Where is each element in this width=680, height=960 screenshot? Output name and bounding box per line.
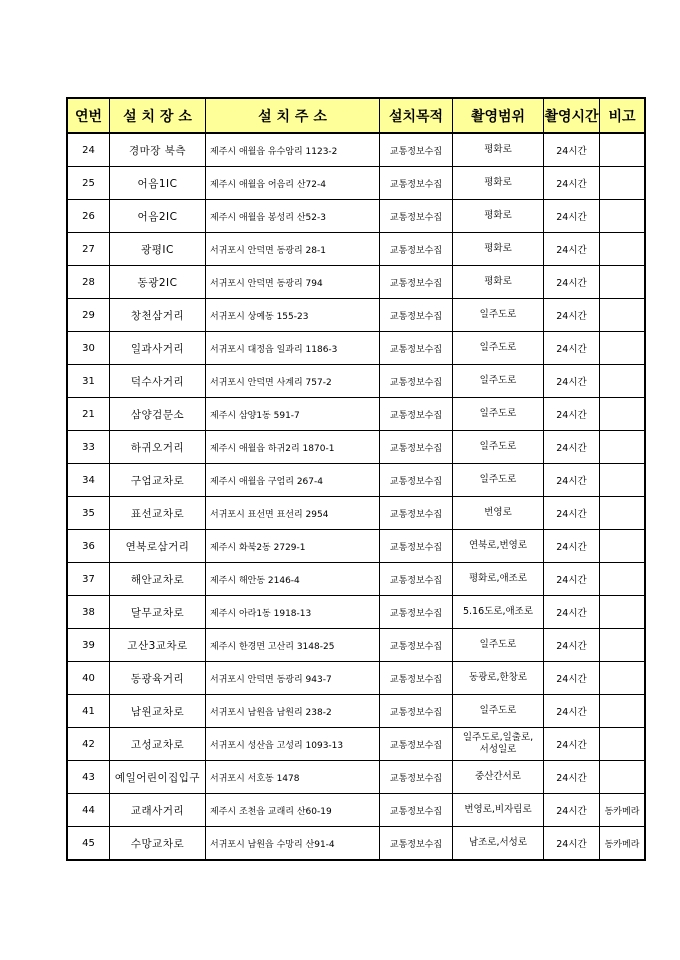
- cell-install-address: 제주시 화북2동 2729-1: [206, 530, 380, 563]
- cell-install-place: 하귀오거리: [110, 431, 206, 464]
- cell-install-place: 구엄교차로: [110, 464, 206, 497]
- cell-note: [600, 299, 645, 332]
- cell-shooting-range: 일주도로: [453, 365, 544, 398]
- cell-install-purpose: 교통정보수집: [380, 133, 453, 167]
- cell-shooting-time: 24시간: [544, 530, 600, 563]
- cell-shooting-time: 24시간: [544, 695, 600, 728]
- cell-install-address: 제주시 애월읍 봉성리 산52-3: [206, 200, 380, 233]
- cell-install-place: 교래사거리: [110, 794, 206, 827]
- cell-shooting-range: 동광로,한창로: [453, 662, 544, 695]
- cell-install-place: 창천삼거리: [110, 299, 206, 332]
- cell-shooting-time: 24시간: [544, 332, 600, 365]
- cell-number: 25: [68, 167, 110, 200]
- cell-install-address: 서귀포시 안덕면 동광리 943-7: [206, 662, 380, 695]
- cell-install-purpose: 교통정보수집: [380, 530, 453, 563]
- cell-note: [600, 530, 645, 563]
- cell-note: [600, 266, 645, 299]
- cell-install-purpose: 교통정보수집: [380, 266, 453, 299]
- cell-shooting-time: 24시간: [544, 563, 600, 596]
- cell-shooting-time: 24시간: [544, 233, 600, 266]
- cell-install-place: 덕수사거리: [110, 365, 206, 398]
- cell-shooting-range: 평화로: [453, 233, 544, 266]
- cell-note: [600, 761, 645, 794]
- cell-shooting-range: 연북로,번영로: [453, 530, 544, 563]
- cell-install-address: 제주시 애월읍 유수암리 1123-2: [206, 133, 380, 167]
- cell-number: 35: [68, 497, 110, 530]
- table-row: [68, 464, 645, 497]
- cell-number: 42: [68, 728, 110, 761]
- cell-number: 43: [68, 761, 110, 794]
- cell-install-purpose: 교통정보수집: [380, 728, 453, 761]
- table-row: [68, 530, 645, 563]
- cell-note: [600, 167, 645, 200]
- cell-install-purpose: 교통정보수집: [380, 596, 453, 629]
- cell-shooting-time: 24시간: [544, 596, 600, 629]
- table-row: [68, 695, 645, 728]
- cell-note: [600, 662, 645, 695]
- cell-install-place: 달무교차로: [110, 596, 206, 629]
- cell-install-purpose: 교통정보수집: [380, 761, 453, 794]
- cell-install-place: 연북로삼거리: [110, 530, 206, 563]
- cell-number: 34: [68, 464, 110, 497]
- cell-install-purpose: 교통정보수집: [380, 398, 453, 431]
- cell-install-address: 서귀포시 남원읍 수망리 산91-4: [206, 827, 380, 860]
- cell-note: [600, 563, 645, 596]
- cell-note: [600, 431, 645, 464]
- table-row: [68, 761, 645, 794]
- cell-number: 45: [68, 827, 110, 860]
- cell-install-place: 동광2IC: [110, 266, 206, 299]
- cell-install-address: 서귀포시 성산읍 고성리 1093-13: [206, 728, 380, 761]
- cell-number: 37: [68, 563, 110, 596]
- table-header-row: [68, 99, 645, 134]
- cell-install-address: 제주시 애월읍 하귀2리 1870-1: [206, 431, 380, 464]
- cell-shooting-time: 24시간: [544, 497, 600, 530]
- cell-note: [600, 596, 645, 629]
- cell-shooting-range: 평화로: [453, 200, 544, 233]
- cell-install-place: 일과사거리: [110, 332, 206, 365]
- cell-number: 30: [68, 332, 110, 365]
- cell-number: 38: [68, 596, 110, 629]
- cell-install-purpose: 교통정보수집: [380, 695, 453, 728]
- cell-shooting-range: 평화로: [453, 133, 544, 167]
- cell-install-purpose: 교통정보수집: [380, 200, 453, 233]
- cell-install-address: 제주시 애월읍 어음리 산72-4: [206, 167, 380, 200]
- cell-shooting-range: 일주도로: [453, 332, 544, 365]
- cell-note: 동카메라: [600, 794, 645, 827]
- cell-install-address: 서귀포시 상예동 155-23: [206, 299, 380, 332]
- cell-install-purpose: 교통정보수집: [380, 497, 453, 530]
- cell-shooting-range: 중산간서로: [453, 761, 544, 794]
- cell-install-purpose: 교통정보수집: [380, 431, 453, 464]
- cell-install-purpose: 교통정보수집: [380, 332, 453, 365]
- cell-install-place: 고성교차로: [110, 728, 206, 761]
- cell-shooting-time: 24시간: [544, 365, 600, 398]
- cell-install-address: 서귀포시 표선면 표선리 2954: [206, 497, 380, 530]
- table-row: [68, 332, 645, 365]
- cell-install-place: 경마장 북측: [110, 133, 206, 167]
- table-row: [68, 431, 645, 464]
- cell-note: [600, 695, 645, 728]
- table-row: [68, 794, 645, 827]
- header-install-purpose: 설치목적: [380, 99, 453, 134]
- table-row: [68, 596, 645, 629]
- cell-install-address: 서귀포시 안덕면 동광리 794: [206, 266, 380, 299]
- cell-install-place: 광평IC: [110, 233, 206, 266]
- table-row: [68, 133, 645, 167]
- cell-note: [600, 398, 645, 431]
- cell-shooting-time: 24시간: [544, 398, 600, 431]
- cell-install-purpose: 교통정보수집: [380, 233, 453, 266]
- cell-number: 31: [68, 365, 110, 398]
- cell-shooting-time: 24시간: [544, 299, 600, 332]
- cell-install-purpose: 교통정보수집: [380, 464, 453, 497]
- table-row: [68, 167, 645, 200]
- cell-install-place: 남원교차로: [110, 695, 206, 728]
- header-install-place: 설 치 장 소: [110, 99, 206, 134]
- table-row: [68, 299, 645, 332]
- cell-shooting-range: 일주도로: [453, 464, 544, 497]
- cell-install-purpose: 교통정보수집: [380, 827, 453, 860]
- cell-install-place: 수망교차로: [110, 827, 206, 860]
- header-shooting-time: 촬영시간: [544, 99, 600, 134]
- cell-number: 33: [68, 431, 110, 464]
- table-row: [68, 827, 645, 860]
- cell-install-address: 제주시 해안동 2146-4: [206, 563, 380, 596]
- table-row: [68, 629, 645, 662]
- header-note: 비고: [600, 99, 645, 134]
- cell-number: 24: [68, 133, 110, 167]
- cell-shooting-time: 24시간: [544, 167, 600, 200]
- cell-install-address: 제주시 조천읍 교래리 산60-19: [206, 794, 380, 827]
- cell-shooting-time: 24시간: [544, 431, 600, 464]
- cell-install-address: 서귀포시 안덕면 사계리 757-2: [206, 365, 380, 398]
- table-row: [68, 233, 645, 266]
- cell-shooting-time: 24시간: [544, 266, 600, 299]
- cell-note: [600, 200, 645, 233]
- cctv-installation-table: [67, 98, 645, 860]
- cell-shooting-range: 일주도로: [453, 398, 544, 431]
- cell-install-address: 제주시 애월읍 구엄리 267-4: [206, 464, 380, 497]
- cell-number: 36: [68, 530, 110, 563]
- table-body: [68, 133, 645, 860]
- cell-shooting-time: 24시간: [544, 133, 600, 167]
- cell-install-address: 서귀포시 대정읍 일과리 1186-3: [206, 332, 380, 365]
- cell-install-place: 어음2IC: [110, 200, 206, 233]
- cell-install-address: 제주시 아라1동 1918-13: [206, 596, 380, 629]
- cell-note: [600, 629, 645, 662]
- cell-install-purpose: 교통정보수집: [380, 662, 453, 695]
- cell-shooting-time: 24시간: [544, 827, 600, 860]
- cell-shooting-range: 평화로: [453, 266, 544, 299]
- cell-shooting-range: 일주도로: [453, 431, 544, 464]
- cell-shooting-range: 남조로,서성로: [453, 827, 544, 860]
- cell-shooting-time: 24시간: [544, 200, 600, 233]
- cell-shooting-range: 일주도로: [453, 629, 544, 662]
- table-row: [68, 728, 645, 761]
- cell-install-address: 제주시 삼양1동 591-7: [206, 398, 380, 431]
- cell-number: 44: [68, 794, 110, 827]
- header-number: 연번: [68, 99, 110, 134]
- cell-number: 21: [68, 398, 110, 431]
- cell-install-address: 서귀포시 서호동 1478: [206, 761, 380, 794]
- cell-install-place: 표선교차로: [110, 497, 206, 530]
- cell-note: [600, 332, 645, 365]
- cell-install-purpose: 교통정보수집: [380, 365, 453, 398]
- table-row: [68, 365, 645, 398]
- cell-install-purpose: 교통정보수집: [380, 629, 453, 662]
- table-row: [68, 497, 645, 530]
- cell-shooting-time: 24시간: [544, 662, 600, 695]
- cell-shooting-range: 평화로,애조로: [453, 563, 544, 596]
- cell-shooting-range: 일주도로: [453, 299, 544, 332]
- table-row: [68, 563, 645, 596]
- cell-note: [600, 133, 645, 167]
- cell-shooting-range: 번영로,비자림로: [453, 794, 544, 827]
- cell-shooting-time: 24시간: [544, 761, 600, 794]
- header-shooting-range: 촬영범위: [453, 99, 544, 134]
- cell-note: 동카메라: [600, 827, 645, 860]
- cell-shooting-time: 24시간: [544, 728, 600, 761]
- cell-number: 39: [68, 629, 110, 662]
- cell-number: 41: [68, 695, 110, 728]
- cell-install-address: 제주시 한경면 고산리 3148-25: [206, 629, 380, 662]
- cell-install-place: 예일어린이집입구: [110, 761, 206, 794]
- cell-shooting-range: 평화로: [453, 167, 544, 200]
- cell-install-place: 해안교차로: [110, 563, 206, 596]
- cell-install-purpose: 교통정보수집: [380, 794, 453, 827]
- cell-install-purpose: 교통정보수집: [380, 167, 453, 200]
- cell-shooting-range: 일주도로: [453, 695, 544, 728]
- cell-install-address: 서귀포시 안덕면 동광리 28-1: [206, 233, 380, 266]
- cell-number: 29: [68, 299, 110, 332]
- table-row: [68, 662, 645, 695]
- cell-note: [600, 728, 645, 761]
- header-install-address: 설 치 주 소: [206, 99, 380, 134]
- cell-number: 26: [68, 200, 110, 233]
- table-row: [68, 266, 645, 299]
- cell-shooting-time: 24시간: [544, 794, 600, 827]
- cell-shooting-range: 번영로: [453, 497, 544, 530]
- cell-note: [600, 365, 645, 398]
- table-row: [68, 398, 645, 431]
- cell-install-place: 동광육거리: [110, 662, 206, 695]
- cell-install-place: 어음1IC: [110, 167, 206, 200]
- cell-note: [600, 233, 645, 266]
- cell-number: 28: [68, 266, 110, 299]
- cell-install-purpose: 교통정보수집: [380, 299, 453, 332]
- cell-shooting-time: 24시간: [544, 629, 600, 662]
- cell-install-address: 서귀포시 남원읍 남원리 238-2: [206, 695, 380, 728]
- cell-shooting-time: 24시간: [544, 464, 600, 497]
- cell-install-place: 고산3교차로: [110, 629, 206, 662]
- cell-number: 27: [68, 233, 110, 266]
- cell-note: [600, 497, 645, 530]
- cell-install-purpose: 교통정보수집: [380, 563, 453, 596]
- cell-shooting-range: 5.16도로,애조로: [453, 596, 544, 629]
- cell-number: 40: [68, 662, 110, 695]
- table-row: [68, 200, 645, 233]
- cell-shooting-range: 일주도로,일출로, 서성일로: [453, 728, 544, 761]
- cell-install-place: 삼양검문소: [110, 398, 206, 431]
- cell-note: [600, 464, 645, 497]
